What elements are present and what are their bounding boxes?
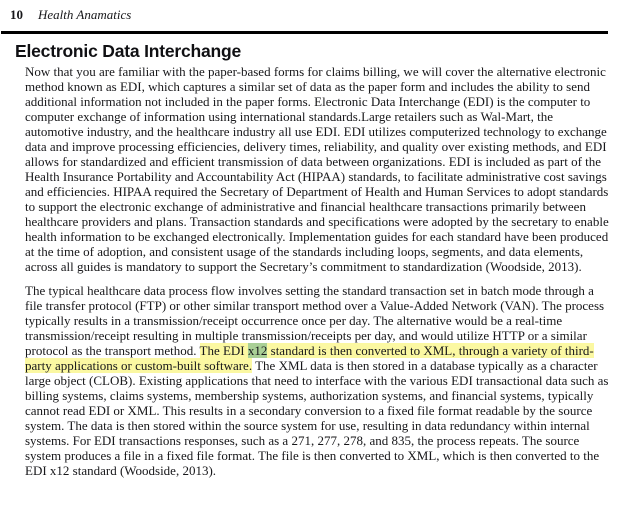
annotation-highlight-start: The EDI (199, 343, 248, 358)
annotation-highlight-end: standard is then converted to XML, through a variety of third-party applications or custom-built software. (25, 343, 594, 373)
running-head-title: Health Anamatics (38, 7, 132, 22)
running-head (10, 7, 131, 23)
body-paragraph-2 (25, 283, 614, 478)
section-heading: Electronic Data Interchange (15, 41, 242, 61)
body-paragraph-1: Now that you are familiar with the paper-based forms for claims billing, we will cover the alternative electronic method known as EDI, which captures a similar set of data as the paper form and includes the ability to send additional information not included in the paper forms. Electronic Data Interchange (EDI) is the computer to computer exchange of information using international standards.Large retailers such as Wal-Mart, the automotive industry, and the healthcare industry all use EDI. EDI utilizes computerized technology to exchange data and improve processing efficiencies, delivery times, reliability, and quality over existing methods, and EDI allows for standardized and efficient transmission of data between organizations. EDI is included as part of the Health Insurance Portability and Accountability Act (HIPAA) standards, to facilitate administrative cost savings and efficiencies. HIPAA required the Secretary of Department of Health and Human Services to adopt standards to support the electronic exchange of administrative and financial healthcare transactions primarily between healthcare providers and plans. Transaction standards and specifications were adopted by the secretary to enable health information to be exchanged electronically. Implementation guides for each standard have been produced at the time of adoption, and consistent usage of the standards including loops, segments, and data elements, across all guides is mandatory to support the Secretary’s commitment to standardization (Woodside, 2013). (25, 64, 609, 274)
search-match-highlight: x12 (247, 343, 268, 358)
body-text (25, 64, 614, 478)
page-number: 10 (10, 7, 23, 22)
paragraph-2-before-highlight: The typical healthcare data process flow involves setting the standard transaction set in batch mode through a file transfer protocol (FTP) or other similar transport method over a Value-Added Network (VAN). The process typically results in a transmission/receipt occurrence once per day. The alternative would be a real-time transmission/receipt resulting in multiple transmission/receipts per day, and would utilize HTTP or a similar protocol as the transport method. (25, 283, 605, 358)
header-rule (1, 31, 608, 34)
paragraph-2-after-highlight: The XML data is then stored in a database typically as a character large object (CLOB). Existing applications that need to interface with the various EDI transactional data such as billing systems, claims systems, membership systems, authorization systems, and financial systems, typically cannot read EDI or XML. This results in a secondary conversion to a fixed file format readable by the source system. The data is then stored within the source system for use, resulting in data redundancy within internal systems. For EDI transactions responses, such as a 271, 277, 278, and 835, the process repeats. The source system produces a file in a fixed file format. The file is then converted to XML, which is then converted to the EDI x12 standard (Woodside, 2013). (25, 358, 609, 478)
